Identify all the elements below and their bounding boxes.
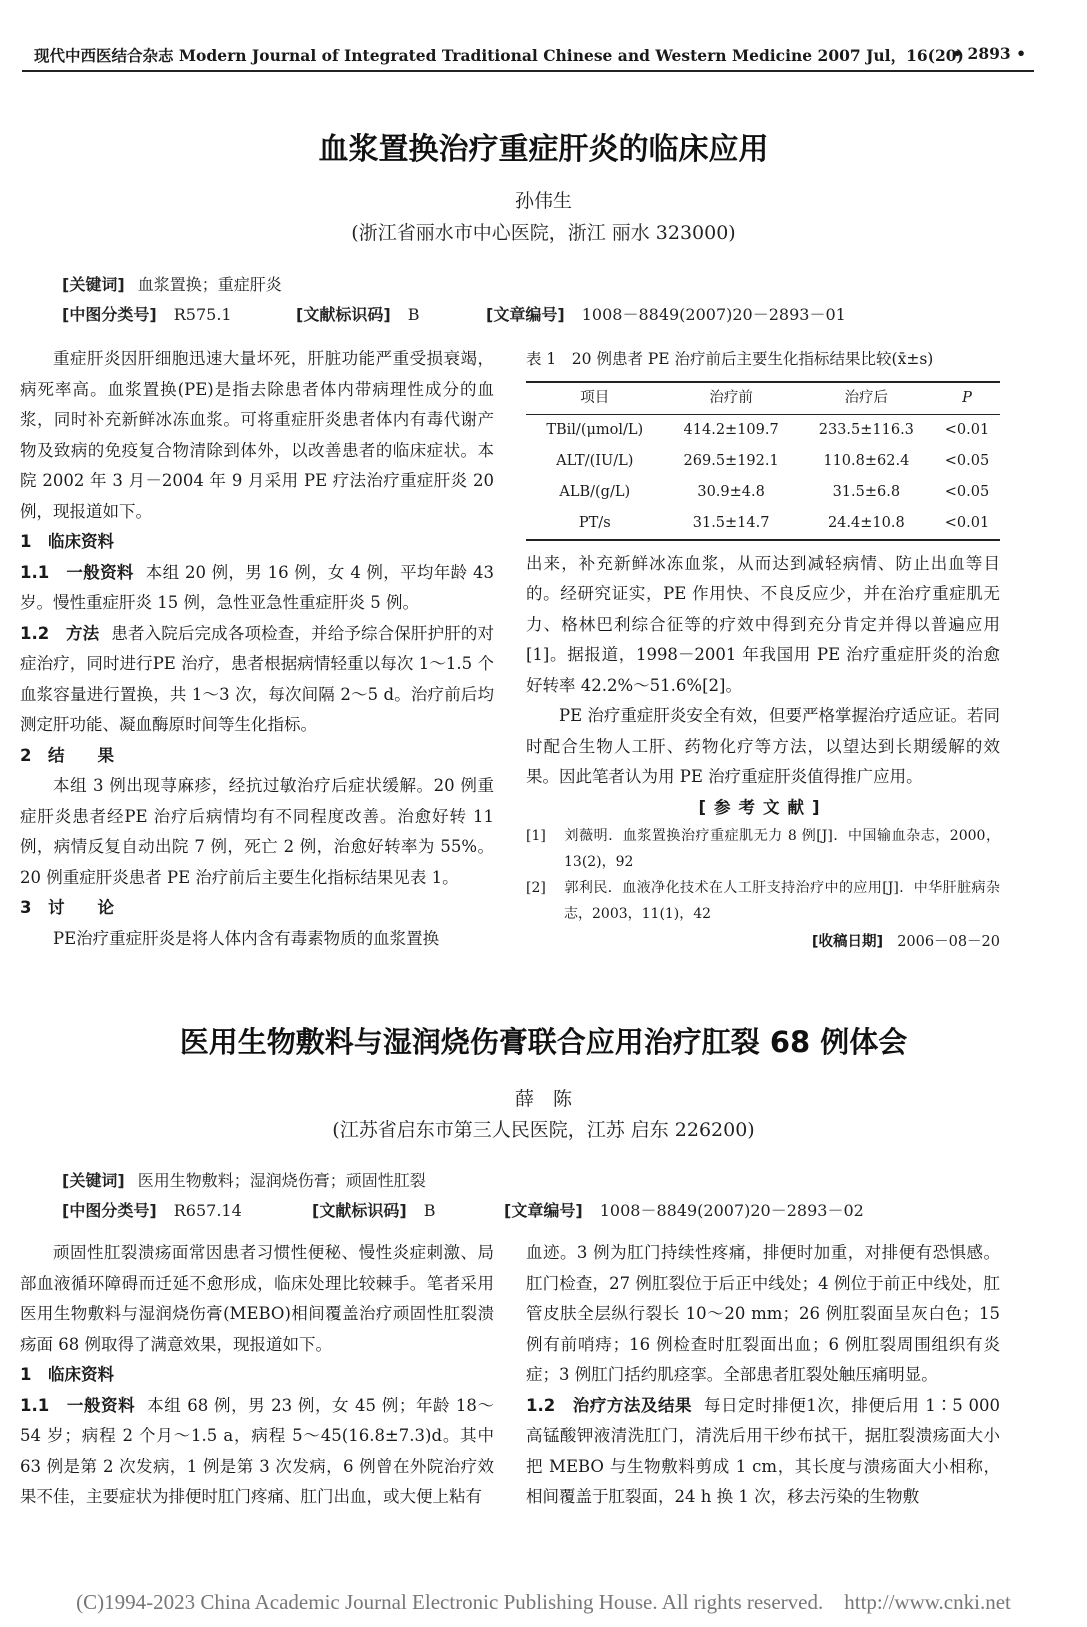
keywords-value: 医用生物敷料；湿润烧伤膏；顽固性肛裂 [137, 1171, 426, 1190]
received-value: 2006－08－20 [897, 934, 1000, 950]
table-header: 治疗前 [709, 389, 753, 406]
clc-value: R575.1 [173, 305, 232, 324]
section-heading: 1 临床资料 [20, 532, 114, 551]
paragraph: 重症肝炎因肝细胞迅速大量坏死，肝脏功能严重受损衰竭，病死率高。血浆置换(PE)是指去除患者体内带病理性成分的血浆，同时补充新鲜冰冻血浆。可将重症肝炎患者体内有毒代谢产物及致病的免疫复合物清除到体外，以改善患者的临床症状。本院 2002 年 3 月－2004 年 9 月采用 PE 疗法治疗重症肝炎 20 例，现报道如下。 [20, 349, 494, 521]
table-cell: ALB/(g/L) [559, 483, 631, 500]
table-header: 项目 [580, 389, 610, 406]
article1-doc-code [296, 302, 420, 325]
received-date [526, 927, 1000, 958]
table-header: 治疗后 [844, 389, 889, 406]
id-label: [文章编号] [486, 305, 565, 324]
reference-number: [2] [526, 880, 546, 896]
table-cell: <0.01 [944, 514, 990, 531]
reference-text: 刘薇明．血浆置换治疗重症肌无力 8 例[J]．中国输血杂志，2000，13(2)，92 [564, 828, 1000, 870]
keywords-label: [关键词] [62, 1171, 125, 1190]
id-label: [文章编号] [504, 1201, 583, 1220]
section-heading: 2 结 果 [20, 745, 114, 765]
table-caption: 表 1 20 例患者 PE 治疗前后主要生化指标结果比较(x̄±s) [526, 350, 934, 368]
article1-keywords [62, 272, 282, 295]
copyright-footer: (C)1994-2023 China Academic Journal Electronic Publishing House. All rights reserved. http://www.cnki.net [76, 1590, 1011, 1614]
table-header-row [526, 382, 1000, 415]
table-cell: 30.9±4.8 [697, 483, 765, 500]
page-number: • 2893 • [952, 44, 1026, 63]
doc-label: [文献标识码] [312, 1201, 407, 1220]
id-value: 1008－8849(2007)20－2893－01 [581, 305, 846, 324]
paragraph: 血迹。3 例为肛门持续性疼痛，排便时加重，对排便有恐惧感。肛门检查，27 例肛裂位于后正中线处；4 例位于前正中线处，肛管皮肤全层纵行裂长 10～20 mm；26 例肛裂面呈灰白色；15 例有前哨痔；16 例检查时肛裂面出血；6 例肛裂周围组织有炎症；3 例肛门括约肌痉挛。全部患者肛裂处触压痛明显。 [526, 1243, 1000, 1384]
paragraph: PE 治疗重症肝炎安全有效，但要严格掌握治疗适应证。若同时配合生物人工肝、药物化疗等方法，以望达到长期缓解的效果。因此笔者认为用 PE 治疗重症肝炎值得推广应用。 [526, 706, 1000, 786]
article2-author: 薛 陈 [514, 1088, 572, 1110]
journal-citation: 现代中西医结合杂志 Modern Journal of Integrated Traditional Chinese and Western Medicine 2007 Jul，16(20) [34, 46, 964, 65]
paragraph: 顽固性肛裂溃疡面常因患者习惯性便秘、慢性炎症刺激、局部血液循环障碍而迁延不愈形成，临床处理比较棘手。笔者采用医用生物敷料与湿润烧伤膏(MEBO)相间覆盖治疗顽固性肛裂溃疡面 68 例取得了满意效果，现报道如下。 [20, 1243, 494, 1354]
table-row [526, 414, 1000, 446]
running-header [22, 38, 1034, 72]
subsection [20, 1391, 494, 1513]
received-label: [收稿日期] [811, 934, 884, 950]
table-cell: 24.4±10.8 [827, 514, 905, 531]
table-row [526, 446, 1000, 477]
table-cell: <0.05 [944, 452, 990, 469]
article2-right-column [526, 1238, 1000, 1513]
article1-right-column [526, 344, 1000, 958]
results-table [526, 381, 1000, 541]
reference-item [526, 823, 1000, 875]
article1-author: 孙伟生 [514, 190, 572, 212]
reference-number: [1] [526, 828, 546, 844]
table-cell: PT/s [578, 514, 611, 531]
subsection [20, 619, 494, 741]
paragraph: 每日定时排便1次，排便后用 1∶5 000 高锰酸钾液清洗肛门，清洗后用干纱布拭干，据肛裂溃疡面大小把 MEBO 与生物敷料剪成 1 cm，其长度与溃疡面大小相称，相间覆盖于肛裂面，24 h 换 1 次，移去污染的生物敷 [526, 1395, 1000, 1506]
table-cell: 31.5±14.7 [692, 514, 770, 531]
subsection [20, 558, 494, 619]
article2-classification [62, 1198, 242, 1221]
id-value: 1008－8849(2007)20－2893－02 [599, 1201, 864, 1220]
subsection-label: 1.1 一般资料 [20, 1395, 136, 1415]
article2-doc-code [312, 1198, 436, 1221]
table-cell: <0.01 [944, 421, 990, 438]
keywords-value: 血浆置换；重症肝炎 [137, 275, 282, 294]
clc-label: [中图分类号] [62, 1201, 157, 1220]
table-cell: 414.2±109.7 [683, 421, 779, 438]
paragraph: 本组 20 例，男 16 例，女 4 例，平均年龄 43 岁。慢性重症肝炎 15 例，急性亚急性重症肝炎 5 例。 [20, 562, 494, 612]
table-header: P [962, 389, 972, 406]
section-heading: 3 讨 论 [20, 898, 114, 917]
article1-affiliation: (浙江省丽水市中心医院，浙江 丽水 323000) [351, 222, 736, 244]
keywords-label: [关键词] [62, 275, 125, 294]
table-cell: 269.5±192.1 [683, 452, 779, 469]
subsection-label: 1.2 治疗方法及结果 [526, 1395, 693, 1415]
paragraph: 出来，补充新鲜冰冻血浆，从而达到减轻病情、防止出血等目的。经研究证实，PE 作用快、不良反应少，并在治疗重症肌无力、格林巴利综合征等的疗效中得到充分肯定并得以普遍应用[1]。据报道，1998－2001 年我国用 PE 治疗重症肝炎的治愈好转率 42.2%～51.6%[2]。 [526, 553, 1000, 695]
reference-text: 郭利民．血液净化技术在人工肝支持治疗中的应用[J]．中华肝脏病杂志，2003，11(1)，42 [564, 880, 1000, 922]
doc-value: B [407, 305, 420, 324]
article2-article-id [504, 1198, 864, 1221]
reference-item [526, 875, 1000, 927]
article2-keywords [62, 1168, 426, 1191]
paragraph: 本组 3 例出现荨麻疹，经抗过敏治疗后症状缓解。20 例重症肝炎患者经PE 治疗后病情均有不同程度改善。治愈好转 11 例，病情反复自动出院 7 例，死亡 2 例，治愈好转率为 55%。20 例重症肝炎患者 PE 治疗前后主要生化指标结果见表 1。 [20, 776, 494, 887]
table-row [526, 508, 1000, 540]
clc-label: [中图分类号] [62, 305, 157, 324]
section-heading: 1 临床资料 [20, 1365, 114, 1384]
doc-value: B [423, 1201, 436, 1220]
article1-article-id [486, 302, 846, 325]
table-cell: TBil/(μmol/L) [546, 421, 644, 438]
subsection-label: 1.2 方法 [20, 623, 100, 643]
paragraph: 本组 68 例，男 23 例，女 45 例；年龄 18～54 岁；病程 2 个月～1.5 a，病程 5～45(16.8±7.3)d。其中 63 例是第 2 次发病，1 例是第 3 次发病，6 例曾在外院治疗效果不佳，主要症状为排便时肛门疼痛、肛门出血，或大便上粘有 [20, 1395, 495, 1506]
article1-title: 血浆置换治疗重症肝炎的临床应用 [318, 132, 769, 167]
subsection-label: 1.1 一般资料 [20, 562, 134, 582]
table-cell: 110.8±62.4 [823, 452, 910, 469]
table-row [526, 477, 1000, 508]
article1-left-column [20, 344, 494, 954]
references-heading: [参考文献] [698, 797, 828, 817]
table-cell: 233.5±116.3 [818, 421, 914, 438]
article2-title: 医用生物敷料与湿润烧伤膏联合应用治疗肛裂 68 例体会 [179, 1025, 908, 1059]
doc-label: [文献标识码] [296, 305, 391, 324]
paragraph: PE治疗重症肝炎是将人体内含有毒素物质的血浆置换 [53, 928, 440, 948]
table-cell: <0.05 [944, 483, 990, 500]
subsection [526, 1391, 1000, 1513]
paragraph: 患者入院后完成各项检查，并给予综合保肝护肝的对症治疗，同时进行PE 治疗，患者根据病情轻重以每次 1～1.5 个血浆容量进行置换，共 1～3 次，每次间隔 2～5 d。治疗前后均测定肝功能、凝血酶原时间等生化指标。 [20, 623, 494, 734]
article1-classification [62, 302, 232, 325]
table-cell: ALT/(IU/L) [556, 452, 634, 469]
clc-value: R657.14 [173, 1201, 242, 1220]
table-cell: 31.5±6.8 [832, 483, 901, 500]
article2-affiliation: (江苏省启东市第三人民医院，江苏 启东 226200) [332, 1119, 755, 1141]
article2-left-column [20, 1238, 494, 1513]
